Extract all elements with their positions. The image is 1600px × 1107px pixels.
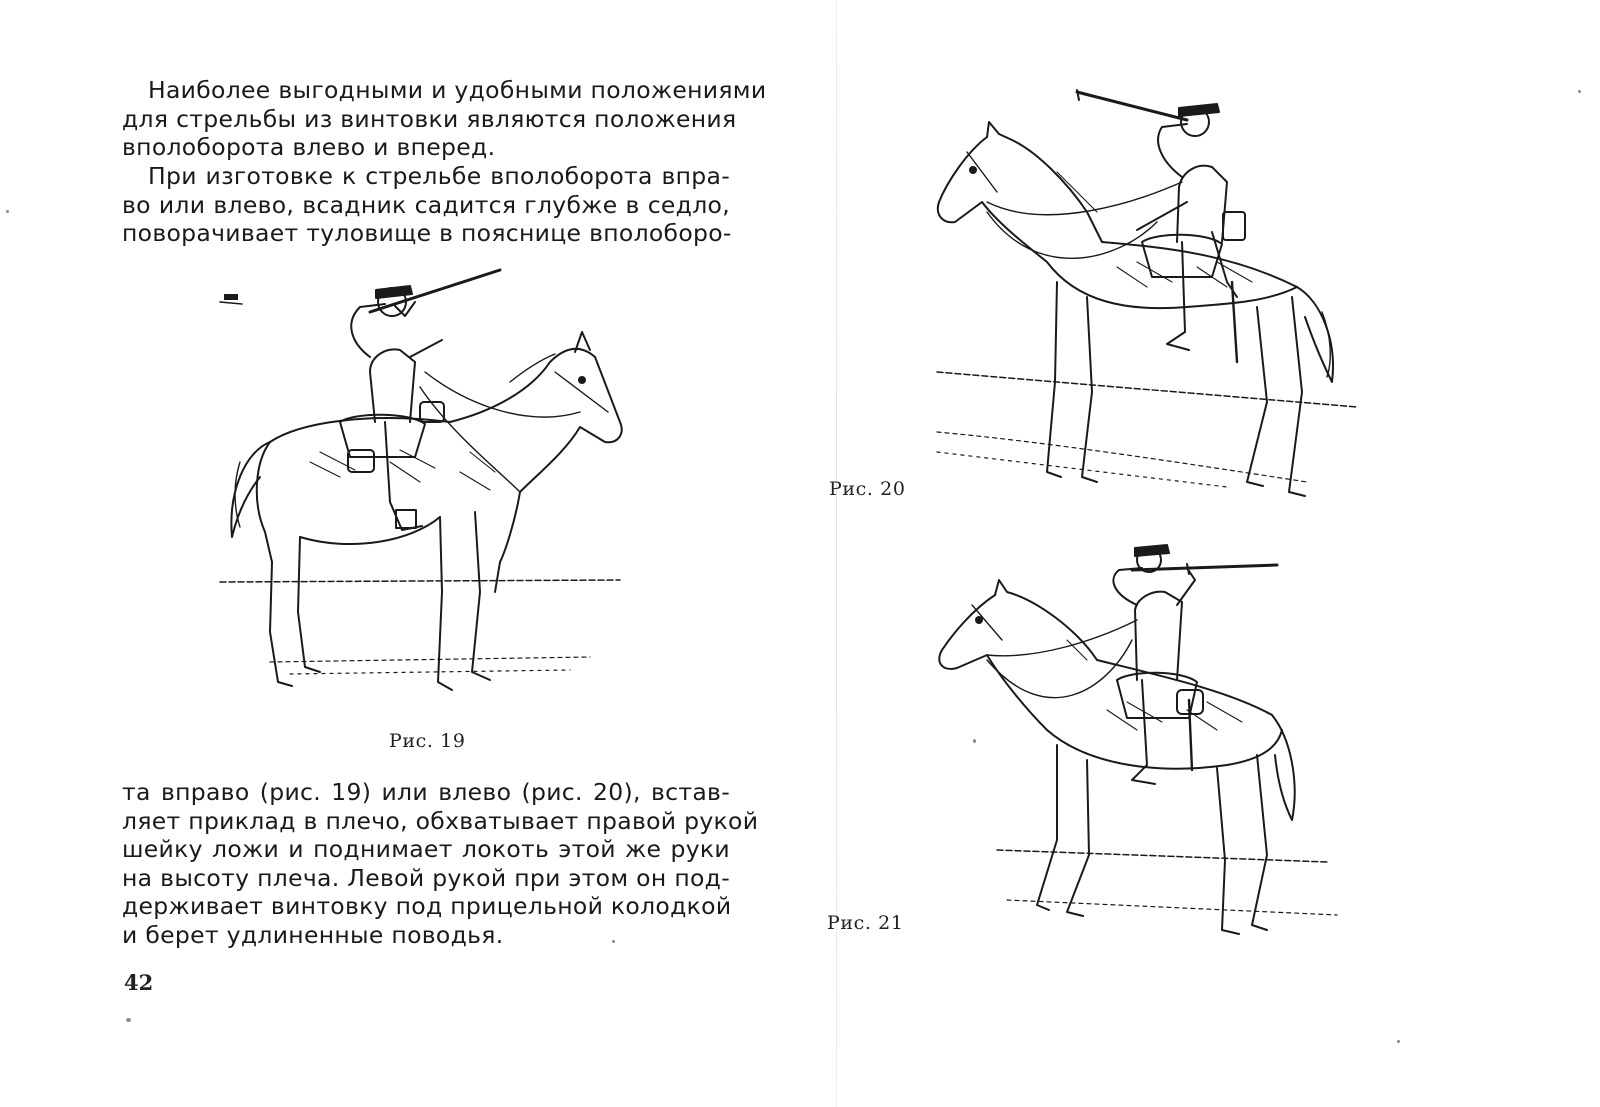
text-line: во или влево, всадник садится глубже в седло, <box>122 190 730 219</box>
text-line: для стрельбы из винтовки являются положения <box>122 104 737 133</box>
text-line: шейку ложи и поднимает локоть этой же руки <box>122 835 730 863</box>
text-line: на высоту плеча. Левой рукой при этом он под- <box>122 863 730 892</box>
paragraph-2 <box>122 162 730 248</box>
figure-19-illustration <box>210 262 640 722</box>
text-line: Наиболее выгодными и удобными положениями <box>148 76 767 104</box>
figure-21-caption: Рис. 21 <box>827 912 904 934</box>
print-speck <box>1397 1040 1400 1043</box>
figure-20-illustration <box>927 82 1367 522</box>
text-line: та вправо (рис. 19) или влево (рис. 20), встав- <box>122 778 730 806</box>
text-line: и берет удлиненные поводья. <box>122 920 504 949</box>
figure-19-caption: Рис. 19 <box>389 730 466 752</box>
print-speck <box>973 739 976 743</box>
figure-21-illustration <box>927 540 1347 950</box>
print-speck <box>6 210 9 213</box>
text-line: При изготовке к стрельбе вполоборота впра- <box>148 162 730 190</box>
paragraph-3 <box>122 778 759 949</box>
right-page <box>827 0 1600 1107</box>
text-line: ляет приклад в плечо, обхватывает правой рукой <box>122 806 759 835</box>
page-number: 42 <box>124 970 154 995</box>
text-line: держивает винтовку под прицельной колодкой <box>122 892 732 920</box>
text-line: поворачивает туловище в пояснице вполоборо- <box>122 219 732 247</box>
figure-20-caption: Рис. 20 <box>829 478 906 500</box>
print-speck <box>612 940 615 943</box>
text-line: вполоборота влево и вперед. <box>122 133 496 161</box>
paragraph-1 <box>122 76 767 162</box>
print-speck <box>126 1018 131 1022</box>
print-speck <box>1578 90 1581 93</box>
